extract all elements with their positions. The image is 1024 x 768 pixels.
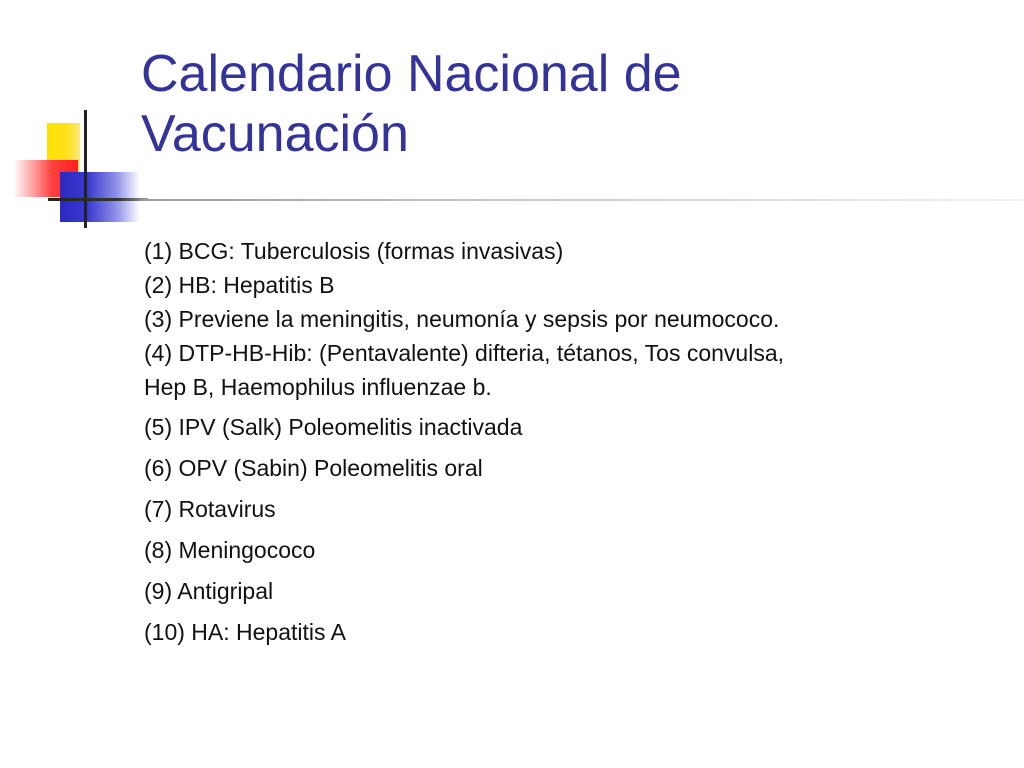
vaccine-line: (1) BCG: Tuberculosis (formas invasivas) (144, 238, 564, 264)
vaccine-line-continuation: Hep B, Haemophilus influenzae b. (144, 374, 492, 400)
title-divider-line (140, 199, 1024, 201)
title-line-2: Vacunación (141, 105, 409, 163)
slide-body (144, 234, 974, 656)
vaccine-item: (9) Antigripal (144, 578, 274, 604)
horizontal-rule-dark (48, 198, 148, 201)
vaccine-item: (5) IPV (Salk) Poleomelitis inactivada (144, 414, 523, 440)
vaccine-list-block (144, 234, 974, 404)
vaccine-item: (10) HA: Hepatitis A (144, 619, 346, 645)
vaccine-item: (7) Rotavirus (144, 496, 276, 522)
vaccine-line: (2) HB: Hepatitis B (144, 272, 335, 298)
vaccine-item: (6) OPV (Sabin) Poleomelitis oral (144, 455, 483, 481)
vaccine-item: (8) Meningococo (144, 537, 316, 563)
slide-title (141, 44, 1001, 164)
title-line-1: Calendario Nacional de (141, 45, 682, 103)
blue-square-decoration (60, 172, 140, 222)
decorative-corner-graphic (0, 0, 160, 240)
vertical-rule (84, 110, 87, 228)
vaccine-line: (4) DTP-HB-Hib: (Pentavalente) difteria, tétanos, Tos convulsa, (144, 340, 785, 366)
vaccine-line: (3) Previene la meningitis, neumonía y sepsis por neumococo. (144, 306, 780, 332)
